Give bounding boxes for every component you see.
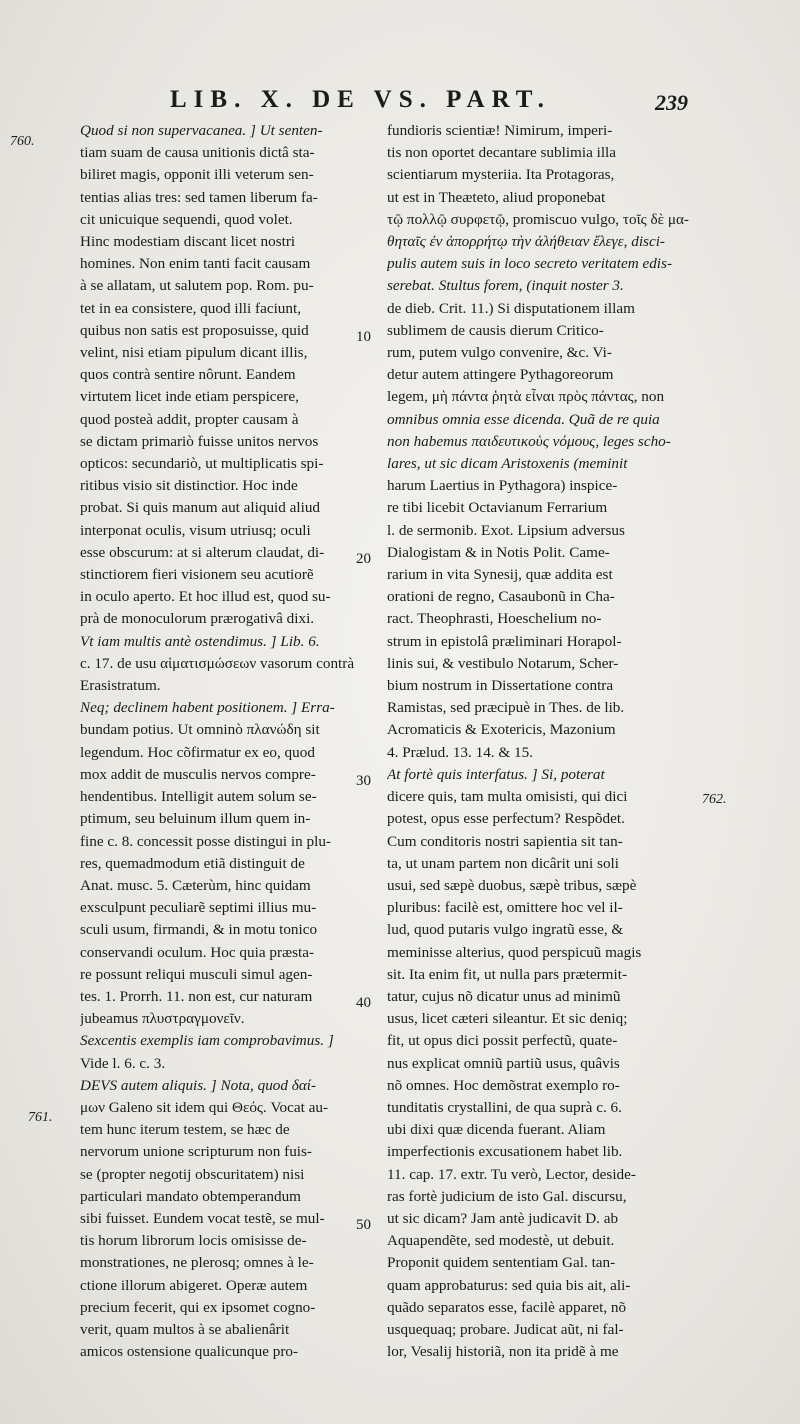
text-line: Anat. musc. 5. Cæterùm, hinc quidam xyxy=(80,876,311,894)
text-line: sculi usum, firmandi, & in motu tonico xyxy=(80,921,318,939)
text-line: ract. Theophrasti, Hoeschelium no- xyxy=(387,610,602,628)
text-line: meminisse alterius, quod perspicuũ magis xyxy=(387,943,642,961)
text-line: Ramistas, sed præcipuè in Thes. de lib. xyxy=(387,699,625,717)
text-line: Vt iam multis antè ostendimus. ] Lib. 6. xyxy=(80,632,320,650)
text-line: detur autem attingere Pythagoreorum xyxy=(387,366,614,384)
text-line: Acromaticis & Exotericis, Mazonium xyxy=(387,721,616,739)
text-line: quam approbaturus: sed quia bis ait, ali- xyxy=(387,1276,631,1294)
text-line: Quod si non supervacanea. ] Ut senten- xyxy=(80,122,323,139)
text-line: fine c. 8. concessit posse distingui in plu- xyxy=(80,832,331,850)
text-line: de dieb. Crit. 11.) Si disputationem illam xyxy=(387,299,635,317)
text-line: sibi fuisset. Eundem vocat testẽ, se mul- xyxy=(80,1209,325,1227)
running-head: LIB. X. DE VS. PART. xyxy=(170,86,551,113)
text-line: jubeamus πλυστραγμονεῖν. xyxy=(80,1010,245,1028)
text-line: omnibus omnia esse dicenda. Quã de re quia xyxy=(387,410,660,428)
text-line: linis sui, & vestibulo Notarum, Scher- xyxy=(387,654,619,672)
text-line: ubi dixi quæ dicenda fuerant. Aliam xyxy=(387,1121,606,1139)
text-line: tis non oportet decantare sublimia illa xyxy=(387,144,617,162)
text-line: quibus non satis est proposuisse, quid xyxy=(80,321,309,339)
text-line: verit, quam multos à se abalienârit xyxy=(80,1320,290,1338)
text-line: cit unicuique sequendi, quod volet. xyxy=(80,210,293,228)
line-number-10: 10 xyxy=(356,329,371,345)
text-line: conservandi oculum. Hoc quia præsta- xyxy=(80,943,315,961)
text-line: velint, nisi etiam pipulum dicant illis, xyxy=(80,344,308,362)
text-line: sublimem de causis dierum Criticо- xyxy=(387,321,604,339)
text-line: Vide l. 6. c. 3. xyxy=(80,1054,166,1072)
text-line: bium nostrum in Dissertatione contra xyxy=(387,677,614,695)
left-text-column xyxy=(80,120,380,1363)
text-line: usus, licet cæteri sileantur. Et sic deniq; xyxy=(387,1010,628,1028)
text-line: strum in epistolâ præliminari Horapol- xyxy=(387,632,622,650)
text-line: Sexcentis exemplis iam comprobavimus. ] xyxy=(80,1032,334,1050)
text-line: à se allatam, ut salutem pop. Rom. pu- xyxy=(80,277,314,295)
text-line: nervorum unione scripturum non fuis- xyxy=(80,1143,312,1161)
text-line: Hinc modestiam discant licet nostri xyxy=(80,233,296,251)
text-line: in oculo aperto. Et hoc illud est, quod su- xyxy=(80,588,331,606)
text-line: potest, opus esse perfectum? Respõdet. xyxy=(387,810,625,828)
text-line: lud, quod putaris vulgo ingratũ esse, & xyxy=(387,921,624,939)
text-line: particulari mandato obtemperandum xyxy=(80,1187,301,1205)
text-line: At fortè quis interfatus. ] Si, poterat xyxy=(387,765,605,783)
text-line: prà de monoculorum prærogativâ dixi. xyxy=(80,610,315,628)
text-line: se (propter negotij obscuritatem) nisi xyxy=(80,1165,305,1183)
text-line: monstrationes, ne plerosq; omnes à le- xyxy=(80,1254,314,1272)
text-line: pluribus: facilè est, omittere hoc vel il- xyxy=(387,899,623,917)
text-line: virtutem licet inde etiam perspicere, xyxy=(80,388,299,406)
text-line: DEVS autem aliquis. ] Nota, quod δαί- xyxy=(80,1076,317,1094)
text-line: Proponit quidem sententiam Gal. tan- xyxy=(387,1254,616,1272)
text-line: tes. 1. Prorrh. 11. non est, cur naturam xyxy=(80,987,313,1005)
text-line: ut est in Theæteto, aliud proponebat xyxy=(387,188,606,206)
text-line: Erasistratum. xyxy=(80,677,161,695)
line-number-50: 50 xyxy=(356,1217,371,1233)
text-line: fit, ut opus dici possit perfectũ, quate- xyxy=(387,1032,618,1050)
text-line: ritibus visio sit distinctior. Hoc inde xyxy=(80,477,298,495)
text-line: legendum. Hoc cõfirmatur ex eo, quod xyxy=(80,743,315,761)
text-line: 11. cap. 17. extr. Tu verò, Lector, deside- xyxy=(387,1165,636,1183)
line-number-40: 40 xyxy=(356,995,371,1011)
text-line: tem hunc iterum testem, se hæc de xyxy=(80,1121,290,1139)
text-line: ptimum, seu beluinum illum quem in- xyxy=(80,810,311,828)
line-number-20: 20 xyxy=(356,551,371,567)
text-line: Aquapendẽte, sed modestè, ut debuit. xyxy=(387,1232,615,1250)
text-line: lor, Vesalij historiã, non ita pridẽ à me xyxy=(387,1343,619,1361)
text-line: orationi de regno, Casaubonũ in Cha- xyxy=(387,588,615,606)
text-line: Dialogistam & in Notis Polit. Came- xyxy=(387,543,610,561)
line-number-30: 30 xyxy=(356,773,371,789)
text-line: tiam suam de causa unitionis dictâ sta- xyxy=(80,144,315,162)
text-line: dicere quis, tam multa omisisti, qui dici xyxy=(387,788,628,806)
text-line: re possunt reliqui musculi simul agen- xyxy=(80,965,313,983)
text-line: l. de sermonib. Exot. Lipsium adversus xyxy=(387,521,625,539)
text-line: rum, putem vulgo convenire, &c. Vi- xyxy=(387,344,612,362)
text-line: usui, sed sæpè duobus, sæpè tribus, sæpè xyxy=(387,876,637,894)
text-line: quod posteà addit, propter causam à xyxy=(80,410,299,428)
text-line: esse obscurum: at si alterum claudat, di- xyxy=(80,543,325,561)
text-line: quãdo separatos esse, facilè apparet, nõ xyxy=(387,1298,627,1316)
text-line: bundam potius. Ut omninò πλανώδη sit xyxy=(80,721,320,739)
text-line: quos contrà sentire nôrunt. Eandem xyxy=(80,366,296,384)
text-line: res, quemadmodum etiã distinguit de xyxy=(80,854,305,872)
text-line: tet in ea consistere, quod illi faciunt, xyxy=(80,299,301,317)
text-line: 4. Prælud. 13. 14. & 15. xyxy=(387,743,533,761)
page-number: 239 xyxy=(655,90,688,115)
text-line: non habemus παιδευτικοὺς νόμους, leges scho- xyxy=(387,432,671,450)
text-line: ctione illorum abigeret. Operæ autem xyxy=(80,1276,308,1294)
text-line: opticos: secundariò, ut multiplicatis spi- xyxy=(80,455,324,473)
text-line: scientiarum mysteriia. Ita Protagoras, xyxy=(387,166,615,184)
text-line: mox addit de musculis nervos compre- xyxy=(80,765,316,783)
text-line: se dictam primariò fuisse unitos nervos xyxy=(80,432,319,450)
right-text-column xyxy=(387,120,699,1363)
text-line: probat. Si quis manum aut aliquid aliud xyxy=(80,499,321,517)
text-line: homines. Non enim tanti facit causam xyxy=(80,255,311,273)
text-line: serebat. Stultus forem, (inquit noster 3. xyxy=(387,277,624,295)
text-line: pulis autem suis in loco secreto veritatem edis- xyxy=(387,255,672,273)
text-line: Neq; declinem habent positionem. ] Erra- xyxy=(80,699,335,717)
margin-note-762: 762. xyxy=(702,792,727,807)
text-line: tunditatis crystallini, de qua suprà c. 6. xyxy=(387,1098,622,1116)
text-line: amicos ostensione qualicunque pro- xyxy=(80,1343,299,1361)
text-line: precium fecerit, qui ex ipsomet cogno- xyxy=(80,1298,316,1316)
text-line: biliret magis, opponit illi veterum sen- xyxy=(80,166,314,184)
text-line: legem, μὴ πάντα ῥητὰ εἶναι πρὸς πάντας, non xyxy=(387,388,665,406)
text-line: nõ omnes. Hoc demõstrat exemplo ro- xyxy=(387,1076,620,1094)
text-line: ras fortè judicium de isto Gal. discursu, xyxy=(387,1187,627,1205)
text-line: imperfectionis excusationem habet lib. xyxy=(387,1143,623,1161)
text-line: exsculpunt peculiarẽ septimi illius mu- xyxy=(80,899,317,917)
text-line: ta, ut unam partem non dicârit uni soli xyxy=(387,854,619,872)
margin-note-760: 760. xyxy=(10,134,35,149)
text-line: rarium in vita Synesij, quæ addita est xyxy=(387,566,613,584)
text-line: sit. Ita enim fit, ut nulla pars prætermit- xyxy=(387,965,627,983)
margin-note-761: 761. xyxy=(28,1110,53,1125)
text-line: usquequaq; probare. Judicat aũt, ni fal- xyxy=(387,1320,624,1338)
text-line: ut sic dicam? Jam antè judicavit D. ab xyxy=(387,1209,619,1227)
text-line: tentias alias tres: sed tamen liberum fa- xyxy=(80,188,318,206)
text-line: interponat oculis, visum utriusq; oculi xyxy=(80,521,311,539)
text-line: re tibi licebit Octavianum Ferrarium xyxy=(387,499,608,517)
text-line: nus explicat omniũ partiũ usus, quâvis xyxy=(387,1054,620,1072)
text-line: stinctiorem fieri visionem seu acutiorẽ xyxy=(80,566,314,584)
text-line: τῷ πολλῷ συρφετῷ, promiscuo vulgo, τοῖς δὲ μα- xyxy=(387,210,689,228)
text-line: hendentibus. Intelligit autem solum se- xyxy=(80,788,317,806)
text-line: lares, ut sic dicam Aristoxenis (meminit xyxy=(387,455,628,473)
text-line: fundioris scientiæ! Nimirum, imperi- xyxy=(387,122,613,139)
text-line: tis horum librorum locis omisisse de- xyxy=(80,1232,307,1250)
text-line: μων Galeno sit idem qui Θεός. Vocat au- xyxy=(80,1098,329,1116)
text-line: θηταῖς ἐν ἀπορρήτῳ τὴν ἀλήθειαν ἔλεγε, disci- xyxy=(387,233,665,251)
text-line: Cum conditoris nostri sapientia sit tan- xyxy=(387,832,623,850)
text-line: harum Laertius in Pythagora) inspice- xyxy=(387,477,618,495)
text-line: tatur, cujus nõ dicatur unus ad minimũ xyxy=(387,987,621,1005)
text-line: c. 17. de usu αἱματισμώσεων vasorum contrà xyxy=(80,654,355,672)
